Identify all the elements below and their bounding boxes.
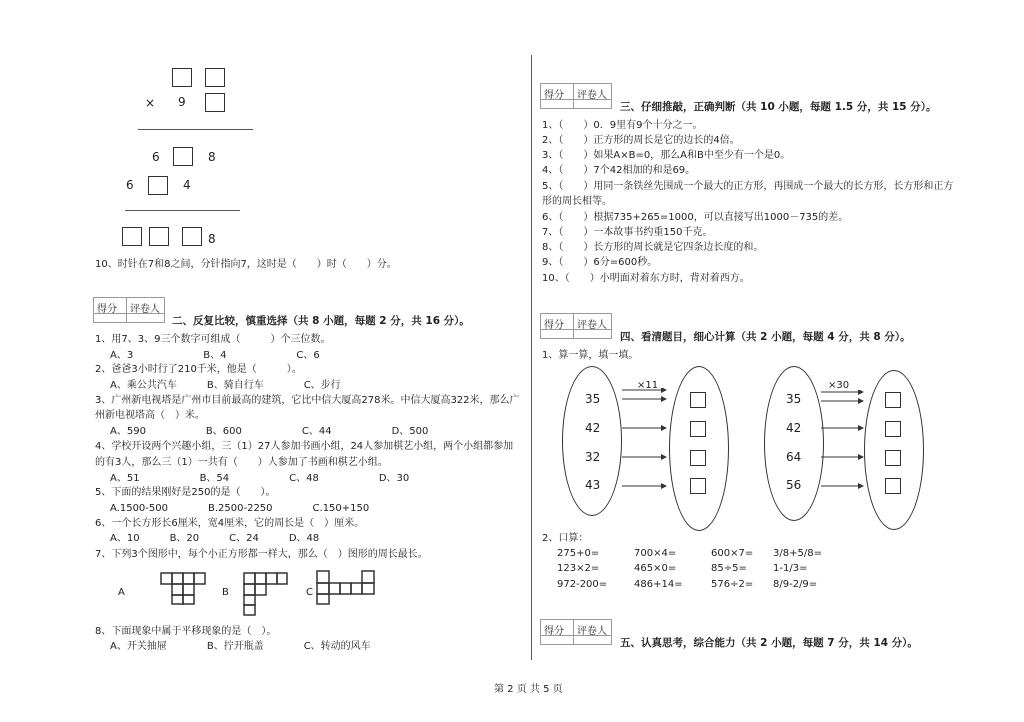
- judge-line: 4、（ ）7个42相加的和是69。: [542, 165, 696, 176]
- judge-line: 3、（ ）如果A×B=0，那么A和B中至少有一个是0。: [542, 150, 791, 161]
- question-line: 的有3人，那么三（1）一共有（ ）人参加了书画和棋艺小组。: [95, 457, 388, 468]
- judge-line: 形的周长相等。: [542, 196, 612, 207]
- score-label: 得分: [97, 304, 117, 315]
- oral-item: 8/9-2/9=: [773, 579, 818, 590]
- figure-c: [316, 570, 378, 606]
- figure-label-b: B: [222, 587, 229, 598]
- output-oval: [669, 366, 729, 531]
- answer-box[interactable]: [885, 450, 901, 466]
- grader-label: 评卷人: [577, 626, 607, 637]
- score-box: [93, 297, 165, 314]
- figure-label-c: C: [306, 587, 313, 598]
- section-4-title: 四、看清题目，细心计算（共 2 小题，每题 4 分，共 8 分）。: [620, 331, 911, 343]
- input-number: 64: [786, 450, 802, 464]
- input-number: 32: [585, 450, 601, 464]
- question-line: 3、广州新电视塔是广州市目前最高的建筑，它比中信大厦高278米。中信大厦高322米，那么广: [95, 395, 520, 406]
- oral-item: 972-200=: [557, 579, 608, 590]
- score-box-blank[interactable]: [540, 329, 612, 339]
- figure-a: [160, 572, 208, 606]
- judge-line: 2、（ ）正方形的周长是它的边长的4倍。: [542, 135, 740, 146]
- oral-item: 700×4=: [634, 548, 677, 559]
- answer-box[interactable]: [690, 478, 706, 494]
- divider-line: [125, 210, 240, 211]
- option-line: A.1500-500 B.2500-2250 C.150+150: [110, 503, 370, 514]
- grader-label: 评卷人: [577, 320, 607, 331]
- score-box-blank[interactable]: [540, 99, 612, 109]
- answer-box[interactable]: [690, 421, 706, 437]
- option-line: A、590 B、600 C、44 D、500: [110, 426, 429, 437]
- divider-line: [138, 129, 253, 130]
- arrows: [620, 388, 670, 492]
- score-label: 得分: [544, 320, 564, 331]
- question-line: 5、下面的结果刚好是250的是（ ）。: [95, 487, 276, 498]
- answer-box[interactable]: [205, 68, 225, 87]
- answer-box[interactable]: [690, 450, 706, 466]
- oral-item: 123×2=: [557, 563, 600, 574]
- judge-line: 7、（ ）一本故事书约重150千克。: [542, 227, 713, 238]
- section-5-title: 五、认真思考，综合能力（共 2 小题，每题 7 分，共 14 分）。: [620, 637, 918, 649]
- judge-line: 10、（ ）小明面对着东方时，背对着西方。: [542, 273, 750, 284]
- answer-box[interactable]: [182, 227, 202, 246]
- arrows: [819, 390, 867, 490]
- calc-question-1: 1、算一算，填一填。: [542, 350, 639, 361]
- input-number: 35: [585, 392, 601, 406]
- answer-box[interactable]: [122, 227, 142, 246]
- judge-line: 5、（ ）用同一条铁丝先围成一个最大的正方形，再围成一个最大的长方形，长方形和正方: [542, 181, 954, 192]
- oral-item: 600×7=: [711, 548, 754, 559]
- grader-label: 评卷人: [130, 304, 160, 315]
- option-line: A、10 B、20 C、24 D、48: [110, 533, 320, 544]
- section-3-title: 三、仔细推敲，正确判断（共 10 小题，每题 1.5 分，共 15 分）。: [620, 101, 937, 113]
- judge-line: 6、（ ）根据735+265=1000，可以直接写出1000－735的差。: [542, 212, 849, 223]
- answer-box[interactable]: [690, 392, 706, 408]
- page-footer: 第 2 页 共 5 页: [494, 684, 563, 695]
- question-8-options: A、开关抽屉 B、拧开瓶盖 C、转动的风车: [110, 641, 371, 652]
- input-number: 42: [585, 421, 601, 435]
- score-box-blank[interactable]: [540, 635, 612, 645]
- digit: 6: [152, 150, 160, 164]
- answer-box[interactable]: [148, 176, 168, 195]
- question-8: 8、下面现象中属于平移现象的是（ ）。: [95, 626, 277, 637]
- answer-box[interactable]: [149, 227, 169, 246]
- score-box: [540, 83, 612, 100]
- score-box: [540, 619, 612, 636]
- answer-box[interactable]: [172, 68, 192, 87]
- answer-box[interactable]: [205, 93, 225, 112]
- operation-label: ×30: [828, 380, 850, 391]
- grader-label: 评卷人: [577, 90, 607, 101]
- option-line: A、3 B、4 C、6: [110, 350, 320, 361]
- question-line: 6、一个长方形长6厘米，宽4厘米，它的周长是（ ）厘米。: [95, 518, 365, 529]
- oral-item: 3/8+5/8=: [773, 548, 822, 559]
- judge-line: 9、（ ）6分=600秒。: [542, 257, 658, 268]
- section-2-title: 二、反复比较，慎重选择（共 8 小题，每题 2 分，共 16 分）。: [172, 315, 470, 327]
- input-number: 42: [786, 421, 802, 435]
- digit: 8: [208, 150, 216, 164]
- option-line: A、乘公共汽车 B、骑自行车 C、步行: [110, 380, 341, 391]
- oral-item: 465×0=: [634, 563, 677, 574]
- figure-b: [243, 572, 289, 616]
- times-sign: ×: [145, 96, 156, 110]
- operation-label: ×11: [637, 380, 659, 391]
- question-line: 2、爸爸3小时行了210千米，他是（ ）。: [95, 364, 302, 375]
- figure-label-a: A: [118, 587, 125, 598]
- score-box: [540, 313, 612, 330]
- question-line: 7、下列3个图形中，每个小正方形都一样大，那么（ ）图形的周长最长。: [95, 549, 428, 560]
- question-line: 1、用7、3、9三个数字可组成（ ）个三位数。: [95, 334, 331, 345]
- input-number: 35: [786, 392, 802, 406]
- digit: 4: [183, 178, 191, 192]
- answer-box[interactable]: [885, 478, 901, 494]
- score-label: 得分: [544, 626, 564, 637]
- oral-item: 576÷2=: [711, 579, 754, 590]
- digit: 8: [208, 232, 216, 246]
- column-divider: [531, 55, 532, 660]
- calc-question-2: 2、口算：: [542, 533, 589, 544]
- answer-box[interactable]: [173, 147, 193, 166]
- input-oval: [764, 366, 824, 521]
- input-number: 56: [786, 478, 802, 492]
- input-number: 43: [585, 478, 601, 492]
- question-10: 10、时针在7和8之间，分针指向7，这时是（ ）时（ ）分。: [95, 259, 397, 270]
- judge-line: 8、（ ）长方形的周长就是它四条边长度的和。: [542, 242, 764, 253]
- judge-line: 1、（ ）0．9里有9个十分之一。: [542, 120, 703, 131]
- oral-item: 486+14=: [634, 579, 683, 590]
- question-line: 4、学校开设两个兴趣小组，三（1）27人参加书画小组，24人参加棋艺小组，两个小组都参加: [95, 441, 514, 452]
- option-line: A、51 B、54 C、48 D、30: [110, 473, 410, 484]
- oral-item: 1-1/3=: [773, 563, 808, 574]
- answer-box[interactable]: [885, 421, 901, 437]
- oral-item: 85÷5=: [711, 563, 747, 574]
- score-label: 得分: [544, 90, 564, 101]
- score-box-blank[interactable]: [93, 313, 165, 323]
- answer-box[interactable]: [885, 392, 901, 408]
- digit: 6: [126, 178, 134, 192]
- digit: 9: [178, 95, 186, 109]
- input-oval: [562, 366, 622, 516]
- oral-item: 275+0=: [557, 548, 600, 559]
- question-line: 州新电视塔高（ ）米。: [95, 410, 205, 421]
